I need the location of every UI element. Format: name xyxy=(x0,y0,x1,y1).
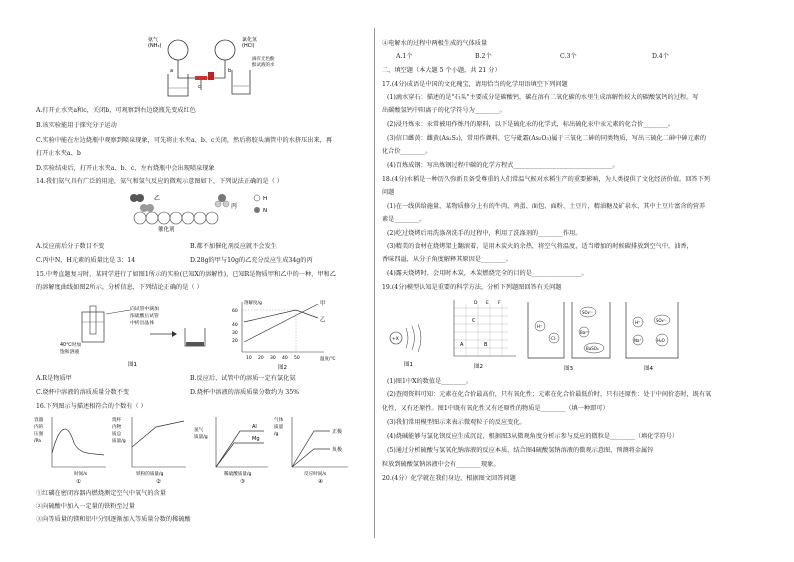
ion-ba: Ba²⁺ xyxy=(580,330,589,335)
q19-figure-2-grid xyxy=(444,296,520,372)
q18-line-6: (4)露天烧烤时，会用时木炭，木炭燃烧完全的目的是________________。 xyxy=(387,270,588,277)
g3-al: Al xyxy=(252,424,257,430)
curve-jia-label: 甲 xyxy=(320,301,326,307)
valve-a: a xyxy=(170,68,174,74)
q16-statement-4: ④电解水的过程中两极生成的气体质量 xyxy=(382,40,488,47)
q19-line-7: 粒放到硫酸氢钠溶液中会有________现象。 xyxy=(382,461,500,468)
q16-graph-3 xyxy=(194,413,272,485)
g3-xlabel: 稀硫酸质量/g xyxy=(224,472,252,477)
q19-line-5: (4)烧碱能够与氯化钡反应生成沉淀，根据图3从微观角度分析示参与反应的微粒是________（填化学符号） xyxy=(387,433,679,440)
q17-line-6: (4)百炼成钢：写出炼钢过程中碳的化学方程式________________________________。 xyxy=(387,162,619,169)
q13-option-d: D.实验结束后，打开止水夹a、b、c，左右烧瓶中会出现喷泉现象 xyxy=(36,165,215,172)
q17-line-4: (3)信口雌黄：雌黄(As₂S₃)，常用作颜料，它与砒霜(As₂O₃)属于三氧化二砷的同类物质，写出三硫化二砷中砷元素的 xyxy=(387,135,707,142)
g4-ylabel-1: 气体 xyxy=(274,418,284,423)
q16-statement-2: ②向硫酸中加入一定量的铁粉至过量 xyxy=(36,503,135,510)
y-tick-60: 60 xyxy=(232,309,238,314)
q14-option-d: D.28g的甲与10g的乙充分反应生成34g的丙 xyxy=(190,257,313,264)
solubility-chart xyxy=(228,296,344,372)
legend-n: N xyxy=(263,208,268,214)
svg-text:+X: +X xyxy=(392,337,399,342)
curve-yi-label: 乙 xyxy=(320,317,326,323)
g4-fuji: 负极 xyxy=(332,447,343,453)
q17-line-5: 化合价________。 xyxy=(382,148,432,155)
q14-option-b: B.都不加催化剂反应就不会发生 xyxy=(190,243,277,250)
g4-zhengji: 正极 xyxy=(332,429,343,435)
g4-number: ④ xyxy=(318,479,323,485)
q17-stem: 17.(4分)成语是中国的文化瑰宝，请用恰当的化学用语填空下列问题 xyxy=(382,81,568,88)
grid-letter-c: C xyxy=(472,318,476,324)
q13-option-c-line2: 打开止水夹a、b xyxy=(36,150,81,157)
q16-graph-4 xyxy=(274,413,354,485)
q18-stem-1: 18.(4分)水稻是一种历久弥新且备受尊重的人们常温气候对水稻生产的重要影响，为人类提供了文化经济价值。回答下列 xyxy=(382,176,710,183)
q18-line-5: 香味四溢，从分子角度解释其原因是________。 xyxy=(382,256,512,263)
g3-ylabel-2: 质量/g xyxy=(194,435,208,440)
q17-line-2: 出碳酸氢钙中阳离子的化学符号为________。 xyxy=(382,107,506,114)
g2-ylabel-1: 烧杯 xyxy=(112,418,122,423)
nh3-label: 氨气 xyxy=(148,37,159,43)
grid-letter-f: F xyxy=(498,301,501,306)
q18-line-1: (1)在一线供给施量，某物质修分上有的牛肉，鸡蛋、面包、面粉、土豆片，精油糖及矿泉水，其中土豆片富含的营养 xyxy=(387,203,706,210)
x-tick-20: 20 xyxy=(258,356,264,361)
g2-xlabel: 铁粉的质量/g xyxy=(136,472,164,477)
valve-b: b xyxy=(228,68,232,74)
g1-ylabel-2: 内的 xyxy=(34,425,44,430)
label-bing: 丙 xyxy=(231,203,238,210)
tube-caption-1: 向试管中滴加 xyxy=(130,307,159,312)
q18-line-3: (2)吃过烧烤后用洗涤剂洗手的过程中，利用了洗涤剂的________作用。 xyxy=(387,230,582,237)
q19-fig4-label: 图4 xyxy=(644,366,653,372)
solution-caption-2: 饱和溶液 xyxy=(60,350,80,355)
q19-figure-3-beakers xyxy=(524,298,614,372)
g2-number: ② xyxy=(156,479,161,485)
q19-figure-4-beaker xyxy=(622,298,682,372)
g2-ylabel-4: 质量/g xyxy=(112,439,126,444)
tube-caption-3: 中析出晶体 xyxy=(130,321,154,326)
y-tick-40: 40 xyxy=(232,323,238,328)
q16-graph-2 xyxy=(112,413,190,485)
q15-option-c: C.烧杯中溶液的溶质质量分数不变 xyxy=(36,389,130,396)
ion-baso4: BaSO₄ xyxy=(586,346,599,351)
q20-stem: 20.(4分）化学就在我们身边，根据图文回答问题 xyxy=(382,475,516,482)
q15-figure-1 xyxy=(60,300,210,370)
q19-figure-1 xyxy=(384,300,438,370)
g1-ylabel-4: /Pa xyxy=(34,439,41,444)
q18-line-4: (3)精美的食材在烧烤架上翻滚着，是用木炭火的余热，将空气将温度，适当增加的时候碳排放到空气中，油香， xyxy=(387,243,693,250)
q16-statement-3: ③向等质量的镁和铝中分别逐渐加入等质量分数的稀硫酸 xyxy=(36,516,191,523)
y-tick-20: 20 xyxy=(232,339,238,344)
x-tick-50: 50 xyxy=(294,356,300,361)
legend-h: H xyxy=(263,196,268,202)
ion-h-1: H⁺ xyxy=(537,324,543,329)
ion-so4-2: SO₄²⁻ xyxy=(656,318,668,323)
q14-option-a: A.反应前后分子数目不变 xyxy=(36,243,105,250)
q15-option-d: D.烧杯中溶液的溶质质量分数约为 35% xyxy=(190,389,300,396)
q17-line-1: (1)滴水穿石：描述的是"石头"主要成分是碳酸钙，碳在溶有二氧化碳的水里生成溶解性较大的碳酸氢钙的过程。写 xyxy=(387,94,699,101)
q19-fig2-label: 图2 xyxy=(474,364,483,370)
catalyst-surface xyxy=(134,212,218,224)
q19-fig3-label: 图3 xyxy=(564,366,573,372)
q19-stem: 19.(4分)模型认知是重要的科学方法，分析下列题图回答有关问题 xyxy=(382,284,562,291)
ion-h-2: H⁺ xyxy=(635,320,641,325)
q15-option-b: B.反应后，试管中的溶质一定有氯化氨 xyxy=(190,375,296,382)
chart-ylabel: 溶解度/g xyxy=(244,301,262,306)
y-tick-30: 30 xyxy=(232,331,238,336)
q15-stem-2: 的溶解度曲线如图2所示。分析信息，下列结论正确的是（ ） xyxy=(36,284,203,291)
x-tick-30: 30 xyxy=(270,356,276,361)
grid-letter-e: E xyxy=(486,301,489,306)
g1-number: ① xyxy=(76,479,81,485)
q13-option-b: B.该实验能用于探究分子运动 xyxy=(36,122,117,129)
catalyst-label: 催化剂 xyxy=(158,227,175,232)
q16-option-c: C.3个 xyxy=(560,53,577,60)
label-yi: 乙 xyxy=(154,195,161,202)
ion-h2o: H₂O xyxy=(657,338,665,343)
ion-na: Na⁺ xyxy=(634,338,642,343)
q16-option-d: D.4个 xyxy=(652,53,669,60)
column-divider xyxy=(374,28,375,538)
hcl-formula: (HCl) xyxy=(242,43,255,49)
g3-mg: Mg xyxy=(252,436,260,442)
g4-ylabel-2: 质量 xyxy=(274,425,284,430)
right-flask xyxy=(215,40,235,74)
ion-so4-1: SO₄²⁻ xyxy=(582,310,594,315)
q18-stem-2: 问题 xyxy=(382,189,395,196)
ion-cl: Cl⁻ xyxy=(551,336,558,341)
q16-statement-1: ①红磷在密闭容器内燃烧测定空气中氧气的含量 xyxy=(36,490,166,497)
solution-caption-1: 40℃时加 xyxy=(60,343,82,348)
q19-line-6: (5)通过分析硫酸与氢氧化钠溶液的反应本质，结合图4硫酸氢钠溶液的微观示意图，预测将金属锌 xyxy=(387,447,654,454)
g4-ylabel-3: /g xyxy=(274,432,279,437)
q16-option-b: B.2个 xyxy=(475,53,492,60)
q18-line-2: 素是________。 xyxy=(382,216,426,223)
curve-yi xyxy=(244,310,318,322)
grid-letter-d: D xyxy=(474,301,478,306)
q19-line-1: (1)图1中X的数值是________。 xyxy=(387,378,473,385)
curve-jia xyxy=(244,304,318,342)
q14-option-c: C.丙中N、H元素的质量比是 3：14 xyxy=(36,257,136,264)
q19-line-2: (2)查阅资料可知：元素在化合价最高价，只有氧化性；元素在化合价最低价时，只有还原性：处于中间价态时，既有氧 xyxy=(387,391,712,398)
flask-apparatus-figure xyxy=(140,30,300,102)
q19-line-3: 化性，又有还原性。图1中既有氧化性又有还原性的物质是________（填一种即可） xyxy=(382,405,609,412)
q17-line-3: (2)浸丹炼汞：汞常被用作炼丹的原料，以下是硫化汞的化学式，标出硫化汞中汞元素的化合价________。 xyxy=(387,121,675,128)
q15-stem-1: 15.中考直题复习时，某同学进行了如图1所示的实验(已知X的溶解性)，已知R是物质甲和乙中的一种，甲和乙 xyxy=(36,271,336,278)
tube-caption-2: 浓硫酸后试管 xyxy=(130,314,159,319)
section-2-title: 二、填空题（本大题 5 个小题，共 21 分） xyxy=(382,67,501,74)
g2-ylabel-3: 质总 xyxy=(112,432,122,437)
g1-xlabel: 时间/s xyxy=(74,472,88,477)
nh3-formula: (NH₃) xyxy=(148,43,162,49)
q14-stem: 14.我们氨气具有广泛的用途，氨气和氢气反应的微观示意图如下，下列说法正确的是（ ） xyxy=(36,178,283,185)
g1-ylabel-3: 压强 xyxy=(34,432,44,437)
g1-ylabel-1: 容器 xyxy=(34,418,44,423)
hcl-label: 氯化氢 xyxy=(242,37,258,43)
fig1-label: 图1 xyxy=(128,362,137,368)
q13-option-a: A.打开止水夹a和c，关闭b，可观察到右边烧瓶先变成红色 xyxy=(36,107,196,114)
q15-option-a: A.R是物质甲 xyxy=(36,375,72,382)
g4-xlabel: 反应时间/s xyxy=(304,472,327,477)
q19-line-4: (3)我们常用模型图示来表示微观粒子的反应变化。 xyxy=(387,419,526,426)
fig2-label: 图2 xyxy=(278,365,287,371)
q19-fig1-label: 图1 xyxy=(404,362,413,368)
g3-ylabel-1: 氢气 xyxy=(194,428,204,433)
q16-graph-1 xyxy=(34,413,110,485)
q16-option-a: A.1个 xyxy=(396,53,413,60)
water-label: 滴有无色酚 xyxy=(252,57,275,62)
q16-stem: 16.下列图示与描述相符合的个数有（ ） xyxy=(36,403,147,410)
valve-c: c xyxy=(198,84,201,90)
g2-ylabel-2: 内物 xyxy=(112,425,122,430)
grid-letter-a: A xyxy=(460,342,464,348)
catalyst-figure xyxy=(118,186,288,232)
chart-xlabel: 温度/℃ xyxy=(320,357,336,362)
water-label-2: 酞试液的水 xyxy=(252,63,275,68)
g3-number: ③ xyxy=(240,479,245,485)
q13-option-c-line1: C.实验中能在左边烧瓶中观察到喷泉现象，可先将止水夹a、b、c关闭，然后将胶头滴管中的水挤压出来，再 xyxy=(36,137,333,144)
x-tick-40: 40 xyxy=(282,356,288,361)
grid-letter-b: B xyxy=(484,342,488,348)
x-tick-10: 10 xyxy=(246,356,252,361)
